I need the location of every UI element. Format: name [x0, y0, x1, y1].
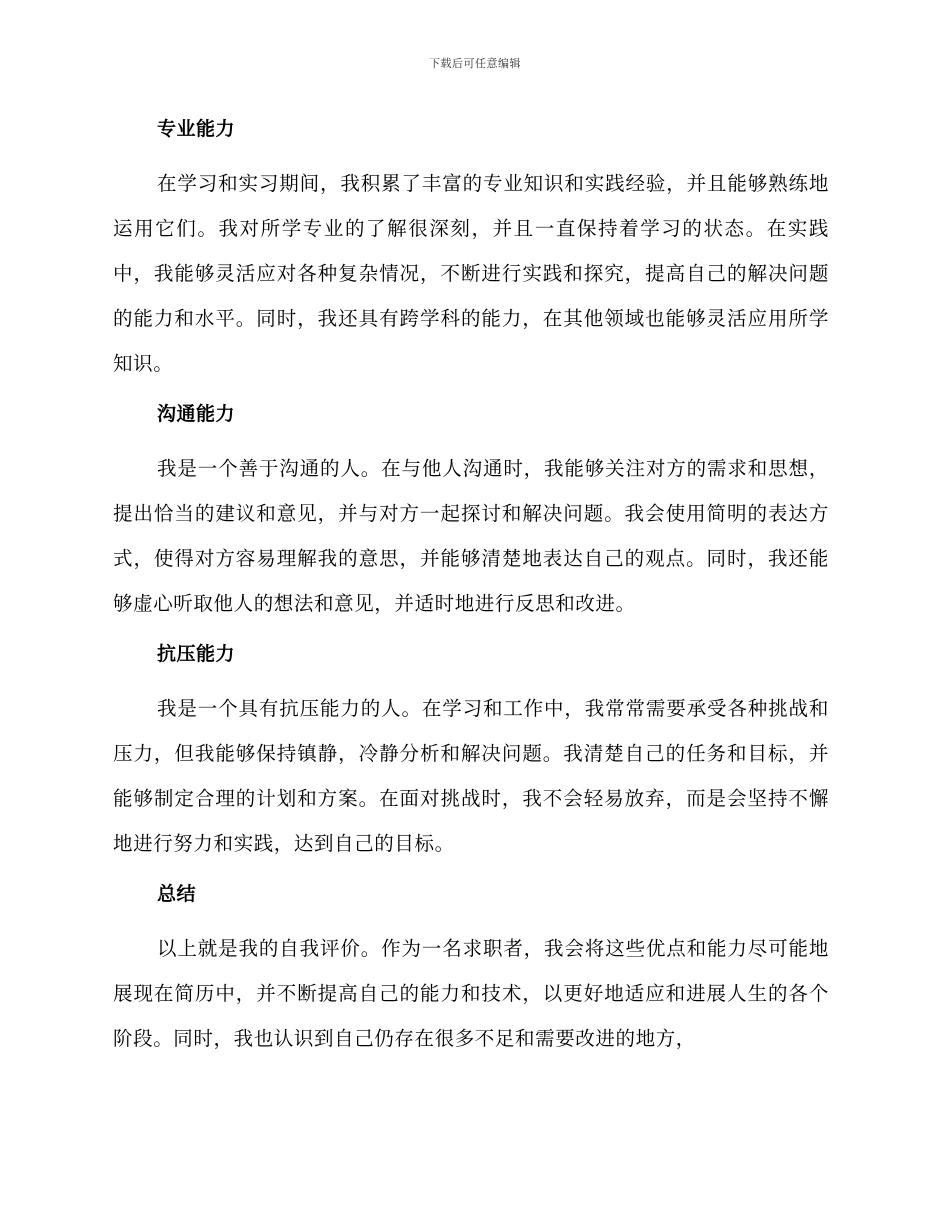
section-paragraph: 我是一个具有抗压能力的人。在学习和工作中，我常常需要承受各种挑战和压力，但我能够保持镇静，冷静分析和解决问题。我清楚自己的任务和目标，并能够制定合理的计划和方案。在面对挑战时，我不会轻易放弃，而是会坚持不懈地进行努力和实践，达到自己的目标。 — [113, 697, 829, 855]
section-heading: 专业能力 — [157, 118, 236, 140]
section-stress-resistance — [113, 642, 829, 866]
document-body — [113, 108, 829, 1077]
section-paragraph: 在学习和实习期间，我积累了丰富的专业知识和实践经验，并且能够熟练地运用它们。我对所学专业的了解很深刻，并且一直保持着学习的状态。在实践中，我能够灵活应对各种复杂情况，不断进行实践和探究，提高自己的解决问题的能力和水平。同时，我还具有跨学科的能力，在其他领域也能够灵活应用所学知识。 — [113, 172, 829, 375]
section-communication-ability — [113, 402, 829, 626]
section-heading: 沟通能力 — [157, 403, 236, 425]
section-summary — [113, 882, 829, 1061]
section-paragraph: 以上就是我的自我评价。作为一名求职者，我会将这些优点和能力尽可能地展现在简历中，并不断提高自己的能力和技术，以更好地适应和进展人生的各个阶段。同时，我也认识到自己仍存在很多不足和需要改进的地方， — [113, 937, 829, 1050]
section-professional-ability — [113, 117, 829, 386]
section-paragraph: 我是一个善于沟通的人。在与他人沟通时，我能够关注对方的需求和思想，提出恰当的建议和意见，并与对方一起探讨和解决问题。我会使用简明的表达方式，使得对方容易理解我的意思，并能够清楚地表达自己的观点。同时，我还能够虚心听取他人的想法和意见，并适时地进行反思和改进。 — [113, 457, 829, 615]
section-heading: 总结 — [157, 883, 197, 905]
section-heading: 抗压能力 — [157, 643, 236, 665]
header-note: 下载后可任意编辑 — [429, 57, 521, 70]
